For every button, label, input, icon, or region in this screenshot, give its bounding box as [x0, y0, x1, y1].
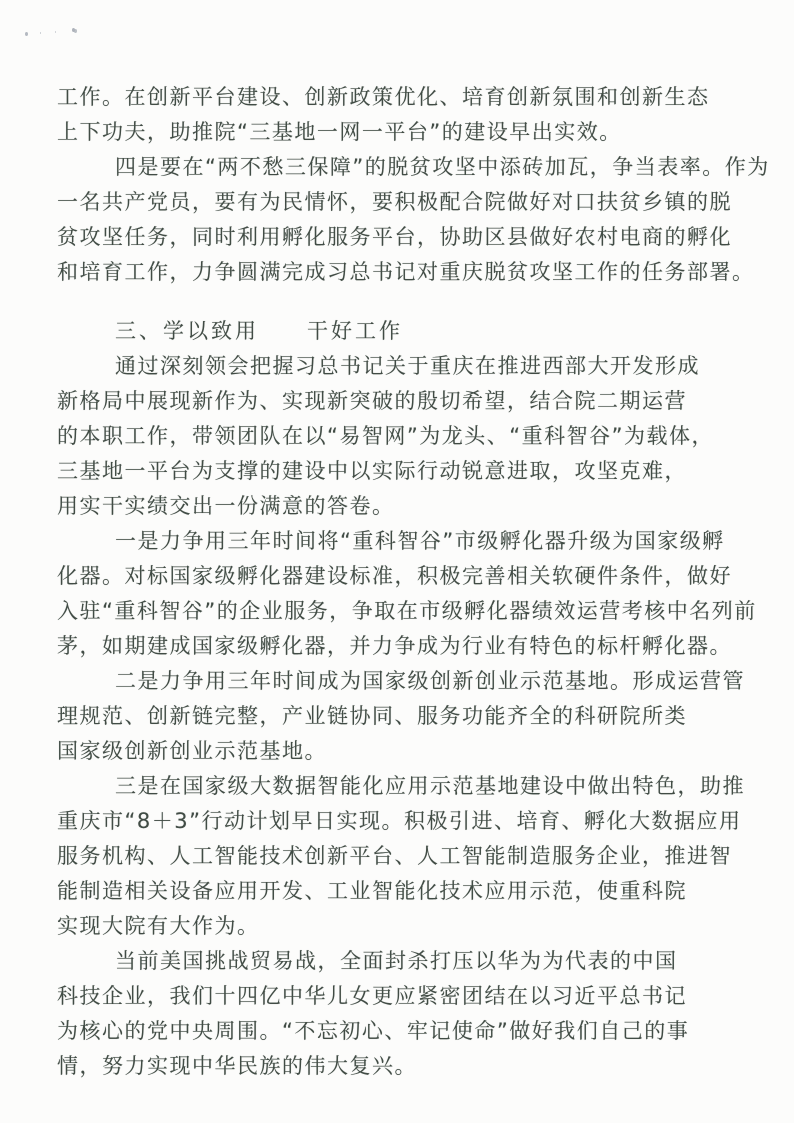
handwritten-line: 三基地一平台为支撑的建设中以实际行动锐意进取，攻坚克难，: [57, 459, 687, 483]
handwritten-line: 实现大院有大作为。: [57, 914, 260, 938]
handwritten-line: 通过深刻领会把握习总书记关于重庆在推进西部大开发形成: [115, 354, 700, 378]
handwritten-line: 服务机构、人工智能技术创新平台、人工智能制造服务企业，推进智: [57, 844, 732, 868]
handwritten-line: 入驻“重科智谷”的企业服务，争取在市级孵化器绩效运营考核中名列前: [57, 599, 757, 623]
handwritten-line: 当前美国挑战贸易战，全面封杀打压以华为为代表的中国: [115, 949, 678, 973]
handwritten-line: 一名共产党员，要有为民情怀，要积极配合院做好对口扶贫乡镇的脱: [57, 190, 732, 214]
handwritten-line: 用实干实绩交出一份满意的答卷。: [57, 494, 395, 518]
handwritten-line: 重庆市“8＋3”行动计划早日实现。积极引进、培育、孵化大数据应用: [57, 809, 742, 833]
handwritten-line: 理规范、创新链完整，产业链协同、服务功能齐全的科研院所类: [57, 704, 687, 728]
handwritten-line: 新格局中展现新作为、实现新突破的殷切希望，结合院二期运营: [57, 389, 687, 413]
handwritten-line: 和培育工作，力争圆满完成习总书记对重庆脱贫攻坚工作的任务部署。: [57, 260, 755, 284]
handwritten-line: 化器。对标国家级孵化器建设标准，积极完善相关软硬件条件，做好: [57, 564, 732, 588]
handwritten-line: 工作。在创新平台建设、创新政策优化、培育创新氛围和创新生态: [57, 85, 710, 109]
handwritten-line: 情，努力实现中华民族的伟大复兴。: [57, 1054, 417, 1078]
handwritten-line: 国家级创新创业示范基地。: [57, 739, 327, 763]
handwritten-line: 一是力争用三年时间将“重科智谷”市级孵化器升级为国家级孵: [115, 529, 725, 553]
handwritten-line: 能制造相关设备应用开发、工业智能化技术应用示范，使重科院: [57, 879, 687, 903]
handwritten-line: 二是力争用三年时间成为国家级创新创业示范基地。形成运营管: [115, 669, 745, 693]
handwritten-line: 上下功夫，助推院“三基地一网一平台”的建设早出实效。: [57, 120, 622, 144]
handwritten-line: 为核心的党中央周围。“不忘初心、牢记使命”做好我们自己的事: [57, 1019, 690, 1043]
handwritten-line: 四是要在“两不愁三保障”的脱贫攻坚中添砖加瓦，争当表率。作为: [115, 155, 770, 179]
handwritten-line: 科技企业，我们十四亿中华儿女更应紧密团结在以习近平总书记: [57, 984, 687, 1008]
handwritten-line: 茅，如期建成国家级孵化器，并力争成为行业有特色的标杆孵化器。: [57, 634, 732, 658]
handwritten-line: 的本职工作，带领团队在以“易智网”为龙头、“重科智谷”为载体，: [57, 424, 715, 448]
section-heading: 三、学以致用 干好工作: [115, 319, 403, 343]
handwritten-line: 贫攻坚任务，同时利用孵化服务平台，协助区县做好农村电商的孵化: [57, 225, 732, 249]
handwritten-text-block: [57, 80, 769, 1084]
handwritten-line: 三是在国家级大数据智能化应用示范基地建设中做出特色，助推: [115, 774, 745, 798]
pen-marks: [25, 32, 28, 36]
